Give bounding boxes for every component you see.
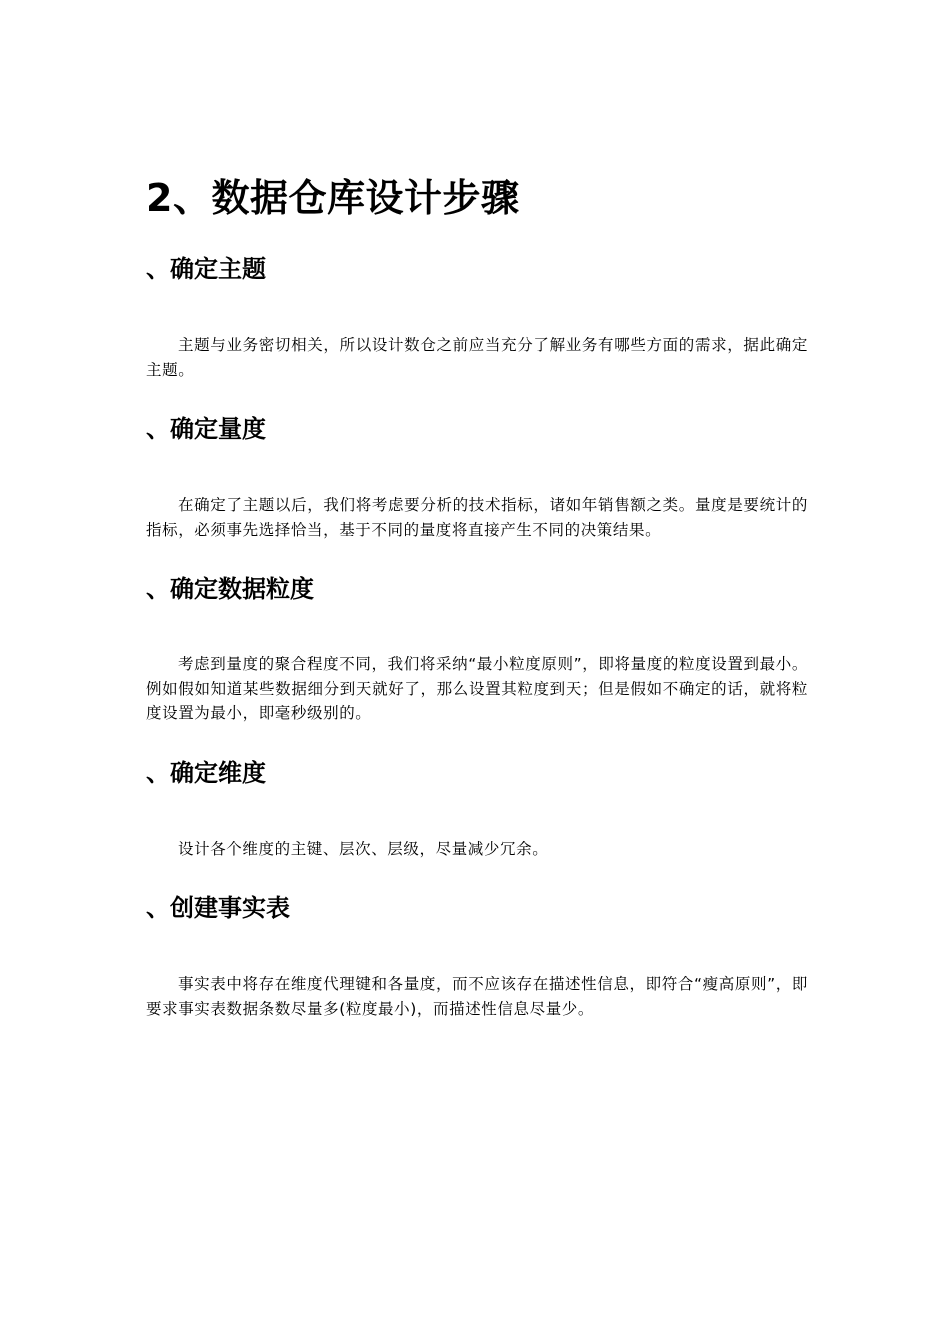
section-heading-granularity: 、确定数据粒度 [146,575,314,603]
section-heading-dimension: 、确定维度 [146,759,266,787]
section-heading-measure: 、确定量度 [146,415,266,443]
section-body-fact-table: 事实表中将存在维度代理键和各量度，而不应该存在描述性信息，即符合“瘦高原则”，即要求事实表数据条数尽量多(粒度最小)，而描述性信息尽量少。 [146,975,808,1018]
section-heading-topic: 、确定主题 [146,255,266,283]
section-body-granularity: 考虑到量度的聚合程度不同，我们将采纳“最小粒度原则”，即将量度的粒度设置到最小。例如假如知道某些数据细分到天就好了，那么设置其粒度到天；但是假如不确定的话，就将粒度设置为最小，即毫秒级别的。 [146,655,808,722]
section-heading-fact-table: 、创建事实表 [146,894,290,922]
section-body-topic: 主题与业务密切相关，所以设计数仓之前应当充分了解业务有哪些方面的需求，据此确定主题。 [146,336,808,379]
section-body-dimension: 设计各个维度的主键、层次、层级，尽量减少冗余。 [178,840,549,858]
document-title: 2、数据仓库设计步骤 [146,176,520,220]
section-body-measure: 在确定了主题以后，我们将考虑要分析的技术指标，诸如年销售额之类。量度是要统计的指标，必须事先选择恰当，基于不同的量度将直接产生不同的决策结果。 [146,496,808,539]
